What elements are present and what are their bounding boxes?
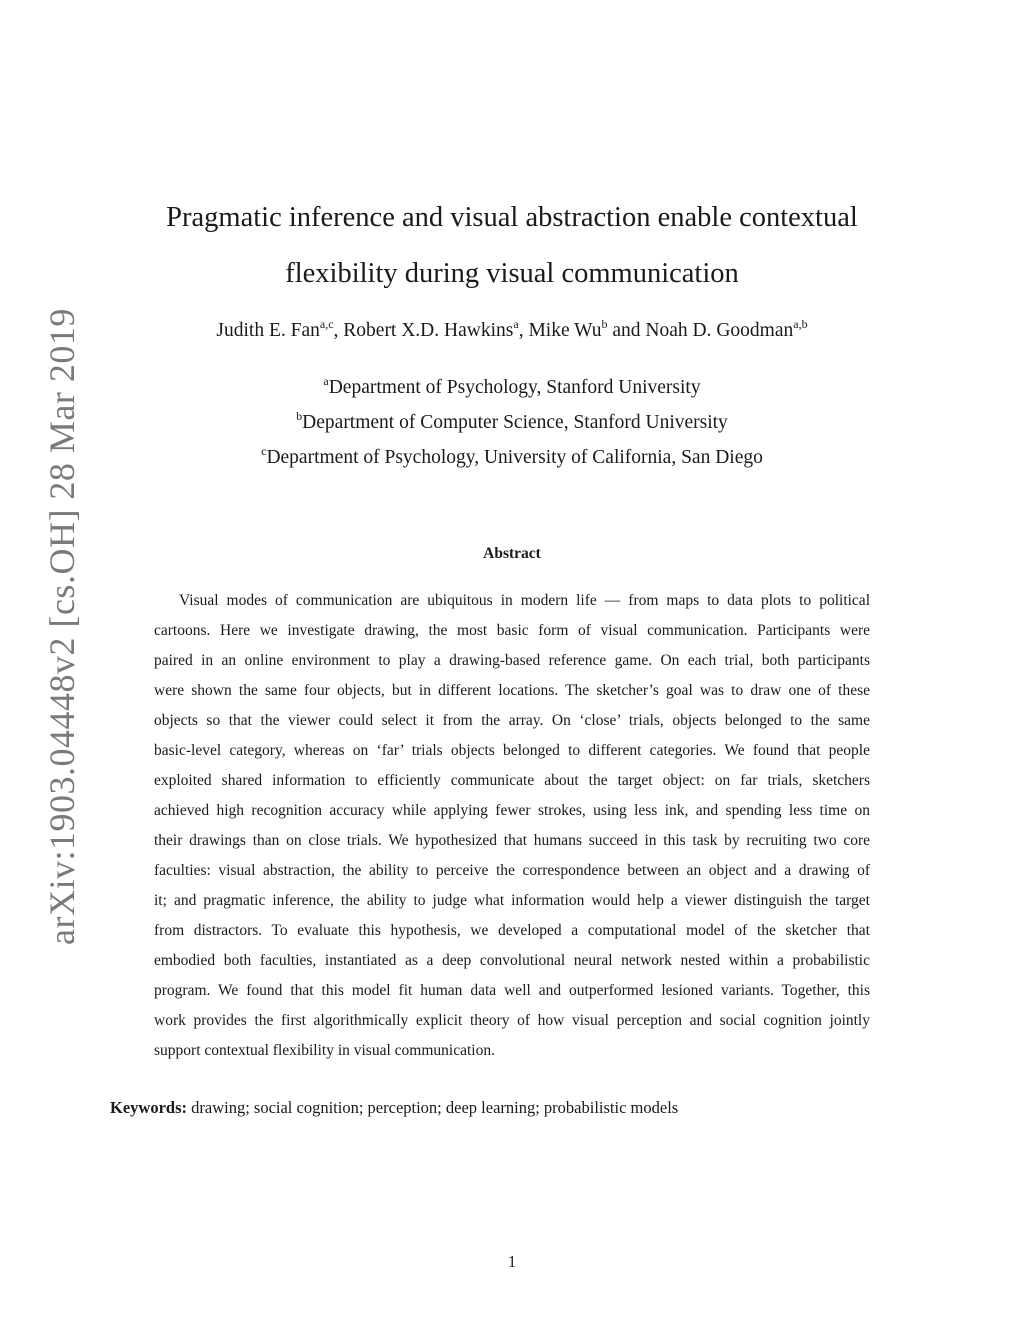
affiliation-line [112, 370, 912, 405]
abstract-line: basic-level category, whereas on ‘far’ trials objects belonged to different categories. We found that people [154, 742, 870, 759]
title-line-2: flexibility during visual communication [285, 258, 739, 289]
author-affiliation-mark: a,c [319, 317, 334, 331]
page-number: 1 [507, 1252, 517, 1271]
abstract-line: were shown the same four objects, but in different locations. The sketcher’s goal was to draw one of these [154, 682, 870, 699]
author-list [112, 316, 912, 346]
keywords-line [110, 1095, 910, 1121]
abstract-line: program. We found that this model fit human data well and outperformed lesioned variants. Together, this [154, 982, 870, 999]
abstract-line: achieved high recognition accuracy while applying fewer strokes, using less ink, and spending less time on [154, 802, 870, 819]
author-name: Judith E. Fan [216, 320, 320, 341]
author-separator: and [607, 320, 646, 341]
arxiv-identifier-stamp: arXiv:1903.04448v2 [cs.OH] 28 Mar 2019 [42, 308, 82, 945]
abstract-line: objects so that the viewer could select it from the array. On ‘close’ trials, objects belonged to the same [154, 712, 870, 729]
affiliation-text: Department of Psychology, Stanford University [328, 377, 701, 398]
abstract-heading: Abstract [483, 545, 541, 562]
author-name: Noah D. Goodman [645, 320, 794, 341]
author-affiliation-mark: a,b [793, 317, 808, 331]
abstract-line: cartoons. Here we investigate drawing, the most basic form of visual communication. Participants were [154, 622, 870, 639]
author-name: Mike Wu [528, 320, 602, 341]
abstract-body [154, 586, 870, 1066]
abstract-line: embodied both faculties, instantiated as a deep convolutional neural network nested within a probabilistic [154, 952, 870, 969]
affiliation-mark: c [261, 444, 267, 458]
abstract-line: paired in an online environment to play a drawing-based reference game. On each trial, both participants [154, 652, 870, 669]
abstract-line: exploited shared information to efficiently communicate about the target object: on far trials, sketchers [154, 772, 870, 789]
abstract-line: support contextual flexibility in visual communication. [154, 1042, 495, 1059]
abstract-line: Visual modes of communication are ubiquitous in modern life — from maps to data plots to political [179, 592, 870, 609]
title-line-1: Pragmatic inference and visual abstraction enable contextual [166, 202, 858, 233]
affiliation-line [112, 440, 912, 475]
abstract-line: from distractors. To evaluate this hypothesis, we developed a computational model of the sketcher that [154, 922, 870, 939]
abstract-line: their drawings than on close trials. We hypothesized that humans succeed in this task by recruiting two core [154, 832, 870, 849]
abstract-line: work provides the first algorithmically explicit theory of how visual perception and social cognition jointly [154, 1012, 870, 1029]
author-name: Robert X.D. Hawkins [343, 320, 514, 341]
affiliation-line [112, 405, 912, 440]
keywords-text: drawing; social cognition; perception; deep learning; probabilistic models [191, 1098, 679, 1117]
affiliation-mark: a [323, 374, 329, 388]
keywords-label: Keywords: [110, 1098, 187, 1117]
affiliation-list [112, 370, 912, 475]
affiliation-text: Department of Computer Science, Stanford University [302, 412, 728, 433]
author-separator: , [333, 320, 344, 341]
paper-title [112, 190, 912, 302]
author-separator: , [518, 320, 529, 341]
author-affiliation-mark: b [601, 317, 608, 331]
abstract-line: it; and pragmatic inference, the ability to judge what information would help a viewer distinguish the target [154, 892, 870, 909]
abstract-line: faculties: visual abstraction, the ability to perceive the correspondence between an object and a drawing of [154, 862, 870, 879]
affiliation-text: Department of Psychology, University of California, San Diego [266, 447, 763, 468]
affiliation-mark: b [296, 409, 303, 423]
author-affiliation-mark: a [513, 317, 519, 331]
